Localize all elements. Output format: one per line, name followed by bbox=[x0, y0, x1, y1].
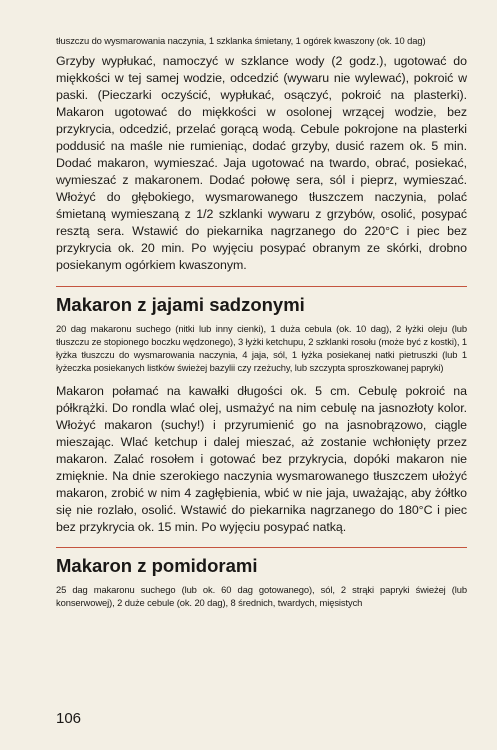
recipe-title-fried-eggs: Makaron z jajami sadzonymi bbox=[56, 294, 305, 315]
section-divider bbox=[56, 286, 467, 287]
recipe-title-tomatoes: Makaron z pomidorami bbox=[56, 555, 258, 576]
page-number: 106 bbox=[56, 710, 82, 727]
section-divider bbox=[56, 547, 467, 548]
previous-recipe-instructions: Grzyby wypłukać, namoczyć w szklance wody (2 godz.), ugotować do miękkości w tej samej wodzie, odcedzić (wywaru nie wylewać), pokroić w paski. (Pieczarki oczyścić, wypłukać, osączyć, pokroić na plasterki). Makaron ugotować do miękkości w osolonej wrzącej wodzie, bez przykrycia, odcedzić, przelać gorącą wodą. Cebule pokrojone na plasterki poddusić na maśle nie rumieniąc, dodać grzyby, dusić razem ok. 5 min. Dodać makaron, wymieszać. Jaja ugotować na twardo, obrać, posiekać, wymieszać z makaronem. Dodać połowę sera, sól i pieprz, wymieszać. Włożyć do głębokiego, wysmarowanego tłuszczem naczynia, polać śmietaną wymieszaną z 1/2 szklanki wywaru z grzybów, osolić, posypać resztą sera. Wstawić do piekarnika nagrzanego do 220°C i piec bez przykrycia ok. 20 min. Po wyjęciu posypać obranym ze skórki, drobno posiekanym ogórkiem kwaszonym. bbox=[56, 54, 467, 272]
recipe-ingredients-fried-eggs: 20 dag makaronu suchego (nitki lub inny cienki), 1 duża cebula (ok. 10 dag), 2 łyżki oleju (lub tłuszczu ze stopionego boczku wędzonego), 3 łyżki ketchupu, 2 szklanki rosołu (może być z kostki), 1 łyżka tłuszczu do wysmarowania naczynia, 4 jaja, sól, 1 łyżka posiekanej natki pietruszki (lub 1 łyżeczka posiekanych listków świeżej bazylii czy rzeżuchy, lub szczypta sproszkowanej papryki) bbox=[56, 323, 467, 373]
recipe-instructions-fried-eggs: Makaron połamać na kawałki długości ok. 5 cm. Cebulę pokroić na półkrążki. Do rondla wlać olej, usmażyć na nim cebulę na jasnozłoty kolor. Włożyć makaron (suchy!) i przyrumienić go na jasnobrązowo, ciągle mieszając. Wlać ketchup i dalej mieszać, aż zostanie wchłonięty przez makaron. Zalać rosołem i gotować bez przykrycia, dopóki makaron nie zmięknie. Na dnie szerokiego naczynia wysmarowanego tłuszczem ułożyć makaron, zrobić w nim 4 zagłębienia, wbić w nie jaja, uważając, aby żółtko się nie rozlało, osolić. Wstawić do piekarnika nagrzanego do 180°C i piec bez przykrycia ok. 15 min. Po wyjęciu posypać natką. bbox=[56, 384, 467, 534]
recipe-ingredients-tomatoes: 25 dag makaronu suchego (lub ok. 60 dag gotowanego), sól, 2 strąki papryki świeżej (lub konserwowej), 2 duże cebule (ok. 20 dag), 8 średnich, twardych, mięsistych bbox=[56, 584, 467, 608]
previous-recipe-ingredients: tłuszczu do wysmarowania naczynia, 1 szklanka śmietany, 1 ogórek kwaszony (ok. 10 dag) bbox=[56, 35, 426, 46]
